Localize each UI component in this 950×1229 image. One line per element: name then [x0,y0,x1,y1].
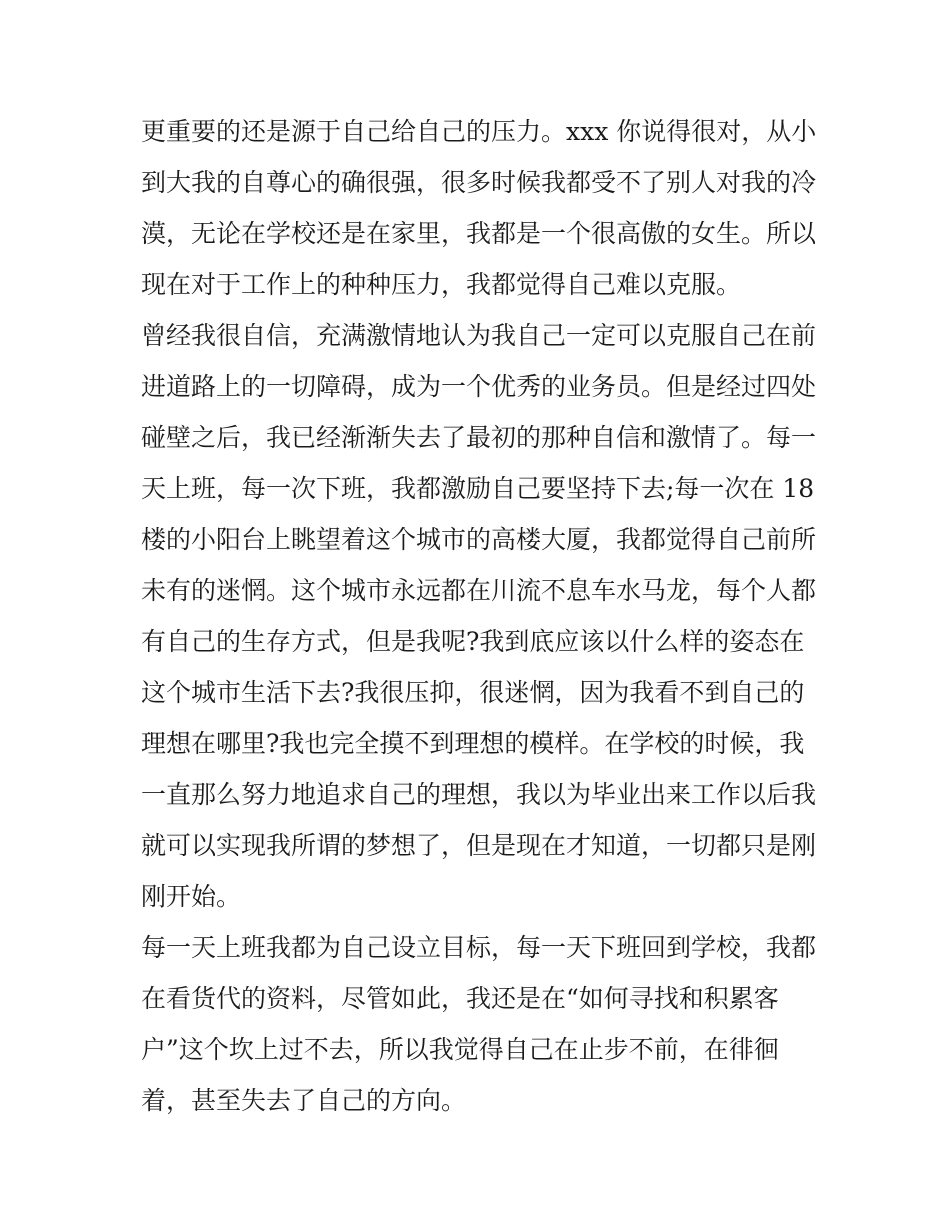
text-line: 天上班，每一次下班，我都激励自己要坚持下去;每一次在 18 [141,474,815,503]
text-line: 现在对于工作上的种种压力，我都觉得自己难以克服。 [141,270,742,299]
text-line: 碰壁之后，我已经渐渐失去了最初的那种自信和激情了。每一 [141,423,817,452]
text-line: 在看货代的资料，尽管如此，我还是在“如何寻找和积累客 [141,984,779,1013]
text-line: 更重要的还是源于自己给自己的压力。xxx 你说得很对，从小 [141,117,817,146]
text-line: 到大我的自尊心的确很强，很多时候我都受不了别人对我的冷 [141,168,817,197]
text-line: 漠，无论在学校还是在家里，我都是一个很高傲的女生。所以 [141,219,817,248]
text-line: 每一天上班我都为自己设立目标，每一天下班回到学校，我都 [141,933,817,962]
text-line: 进道路上的一切障碍，成为一个优秀的业务员。但是经过四处 [141,372,817,401]
text-line: 刚开始。 [141,882,242,911]
text-line: 未有的迷惘。这个城市永远都在川流不息车水马龙，每个人都 [141,576,817,605]
text-line: 曾经我很自信，充满激情地认为我自己一定可以克服自己在前 [141,321,817,350]
text-line: 有自己的生存方式，但是我呢?我到底应该以什么样的姿态在 [141,627,805,656]
text-line: 一直那么努力地追求自己的理想，我以为毕业出来工作以后我 [141,780,817,809]
text-line: 理想在哪里?我也完全摸不到理想的模样。在学校的时候，我 [141,729,805,758]
text-line: 这个城市生活下去?我很压抑，很迷惘，因为我看不到自己的 [141,678,805,707]
document-body [141,106,817,1126]
text-line: 户”这个坎上过不去，所以我觉得自己在止步不前，在徘徊 [141,1035,779,1064]
text-line: 着，甚至失去了自己的方向。 [141,1086,467,1115]
text-line: 就可以实现我所谓的梦想了，但是现在才知道，一切都只是刚 [141,831,817,860]
text-line: 楼的小阳台上眺望着这个城市的高楼大厦，我都觉得自己前所 [141,525,817,554]
